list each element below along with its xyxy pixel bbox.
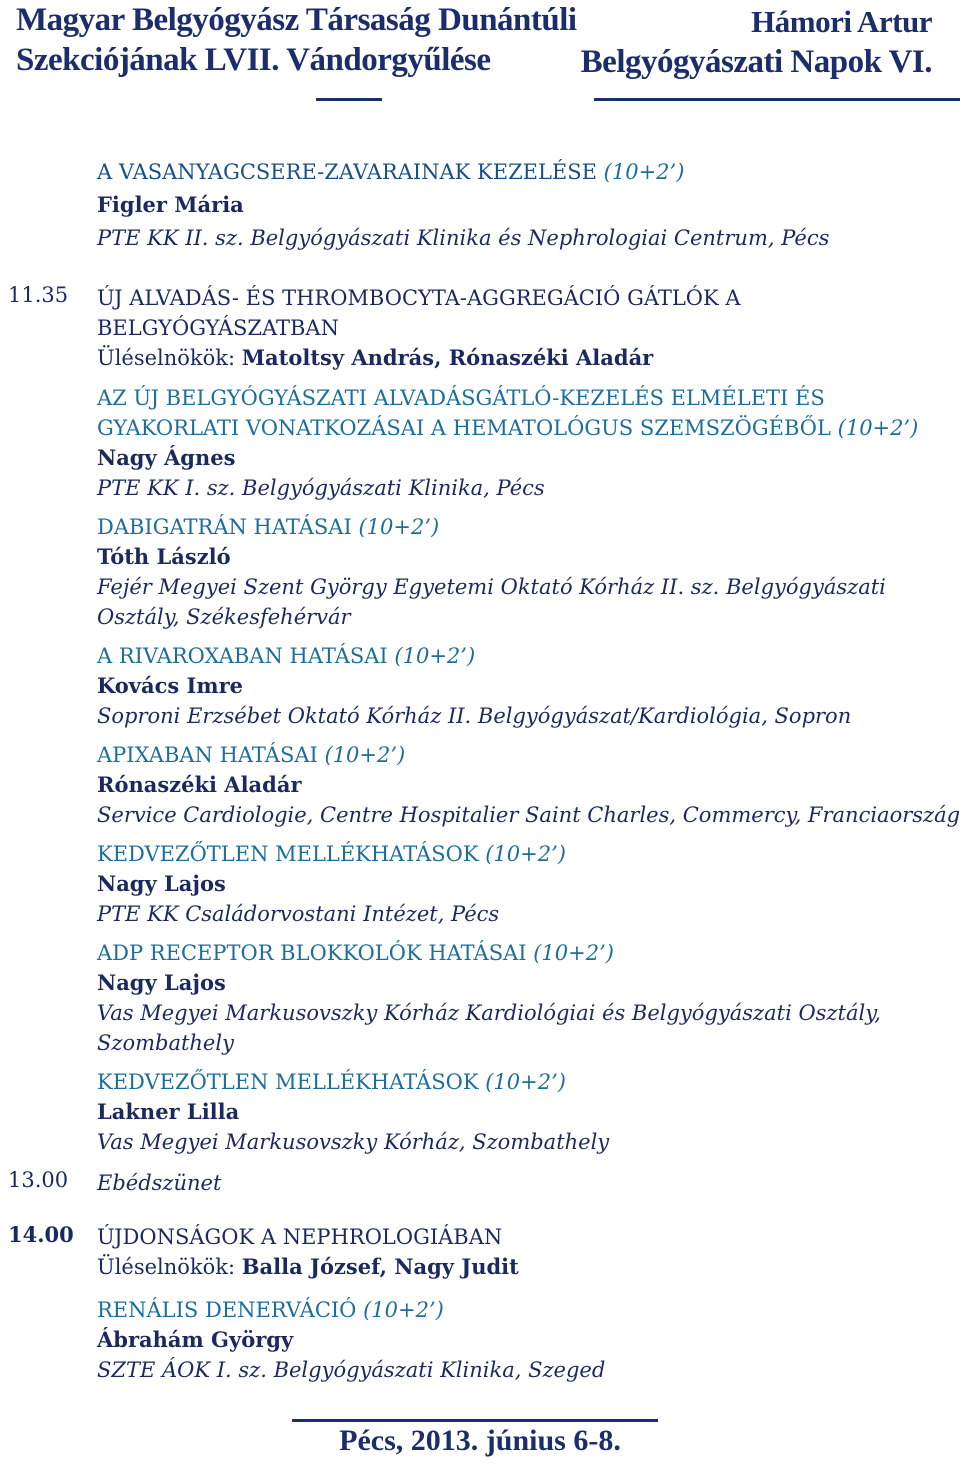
lecture-title: APIXABAN HATÁSAI [97,743,318,767]
lecture-affiliation: Szombathely [97,1031,234,1055]
lecture-iron-metabolism [97,157,947,253]
session-1400-lectures [97,1295,947,1385]
lecture-author: Nagy Lajos [97,871,226,896]
lecture-duration: (10+2’) [485,1070,566,1094]
lecture-author: Rónaszéki Aladár [97,772,302,797]
lecture-author: Figler Mária [97,192,244,217]
header-left-line1: Magyar Belgyógyász Társaság Dunántúli [16,2,577,38]
footer-location-date: Pécs, 2013. június 6-8. [339,1424,621,1457]
header-rule-right [594,98,960,101]
chairs-names: Balla József, Nagy Judit [241,1254,519,1279]
header-right-line1: Hámori Artur [751,4,932,39]
lecture-title: GYAKORLATI VONATKOZÁSAI A HEMATOLÓGUS SZEMSZÖGÉBŐL [97,416,831,440]
chairs-label: Üléselnökök: [97,346,236,370]
lecture-duration: (10+2’) [394,644,476,668]
header-rule-left [316,98,382,101]
session-title-line2: BELGYÓGYÁSZATBAN [97,316,339,340]
lecture-affiliation: Soproni Erzsébet Oktató Kórház II. Belgyógyászat/Kardiológia, Sopron [97,704,852,728]
lecture-title: AZ ÚJ BELGYÓGYÁSZATI ALVADÁSGÁTLÓ-KEZELÉS ELMÉLETI ÉS [97,386,825,410]
lecture-author: Nagy Ágnes [97,445,236,470]
lecture-author: Nagy Lajos [97,970,226,995]
lecture-affiliation: PTE KK I. sz. Belgyógyászati Klinika, Pécs [97,476,545,500]
lecture-author: Kovács Imre [97,673,243,698]
session-time-1135: 11.35 [8,283,69,307]
lecture-title: A VASANYAGCSERE-ZAVARAINAK KEZELÉSE [97,160,597,184]
lecture-duration: (10+2’) [358,515,440,539]
lecture-duration: (10+2’) [363,1298,444,1322]
lecture-author: Tóth László [97,544,231,569]
session-1135-lectures [97,383,960,1157]
lecture-title: A RIVAROXABAN HATÁSAI [97,644,388,668]
lecture-duration: (10+2’) [324,743,406,767]
lecture-author: Lakner Lilla [97,1099,240,1124]
lecture-title: KEDVEZŐTLEN MELLÉKHATÁSOK [97,1070,479,1094]
chairs-names: Matoltsy András, Rónaszéki Aladár [241,345,654,370]
session-time-1400: 14.00 [8,1222,74,1247]
lunch-label: Ebédszünet [97,1171,222,1195]
session-1400 [97,1222,947,1282]
footer-rule [292,1419,658,1422]
lecture-author: Ábrahám György [97,1327,294,1352]
lecture-affiliation: PTE KK Családorvostani Intézet, Pécs [97,902,500,926]
lecture-affiliation: Fejér Megyei Szent György Egyetemi Oktató Kórház II. sz. Belgyógyászati [97,575,886,599]
lecture-affiliation: SZTE ÁOK I. sz. Belgyógyászati Klinika, Szeged [97,1358,606,1382]
session-1135 [97,283,947,373]
header-left-line2: Szekciójának LVII. Vándorgyűlése [16,42,491,78]
lecture-title: KEDVEZŐTLEN MELLÉKHATÁSOK [97,842,479,866]
lecture-affiliation: Vas Megyei Markusovszky Kórház Kardiológiai és Belgyógyászati Osztály, [97,1001,881,1025]
header-right-line2: Belgyógyászati Napok VI. [580,44,932,80]
lecture-title: ADP RECEPTOR BLOKKOLÓK HATÁSAI [97,941,527,965]
chairs-label: Üléselnökök: [97,1255,236,1279]
lecture-affiliation: Osztály, Székesfehérvár [97,605,351,629]
session-title: ÚJDONSÁGOK A NEPHROLOGIÁBAN [97,1225,503,1249]
lecture-title: DABIGATRÁN HATÁSAI [97,515,352,539]
lecture-affiliation: Vas Megyei Markusovszky Kórház, Szombathely [97,1130,610,1154]
lecture-affiliation: Service Cardiologie, Centre Hospitalier Saint Charles, Commercy, Franciaország [97,803,960,827]
session-title-line1: ÚJ ALVADÁS- ÉS THROMBOCYTA-AGGREGÁCIÓ GÁTLÓK A [97,286,741,310]
lunch-break [97,1168,947,1198]
lecture-title: RENÁLIS DENERVÁCIÓ [97,1298,357,1322]
lecture-duration: (10+2’) [485,842,566,866]
lecture-affiliation: PTE KK II. sz. Belgyógyászati Klinika és Nephrologiai Centrum, Pécs [97,226,830,250]
lecture-duration: (10+2’) [603,160,685,184]
lecture-duration: (10+2’) [837,416,919,440]
lunch-time: 13.00 [8,1168,69,1192]
lecture-duration: (10+2’) [533,941,614,965]
